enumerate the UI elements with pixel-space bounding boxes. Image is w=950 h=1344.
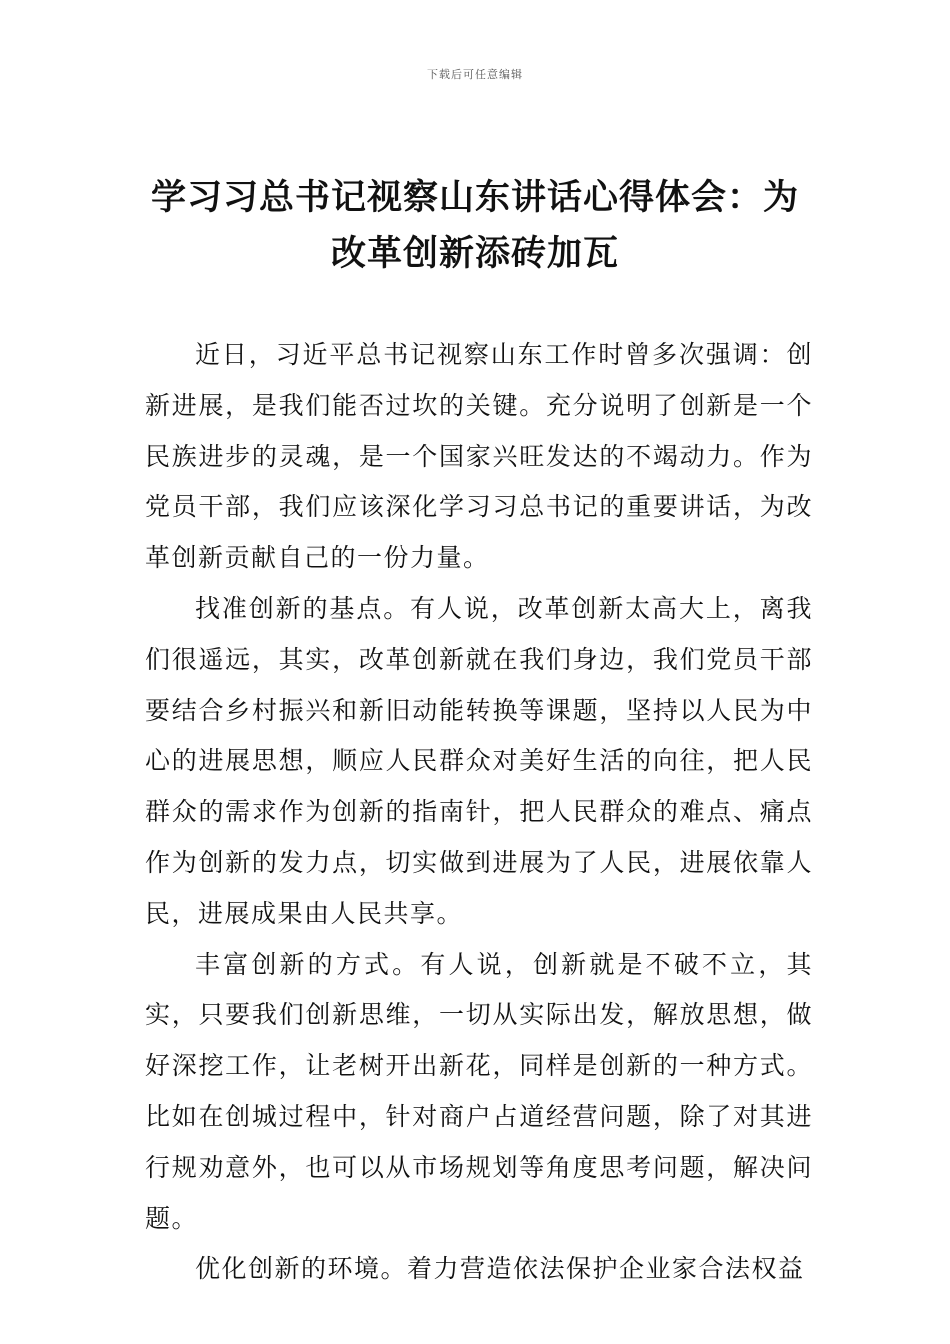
document-title [120, 170, 830, 282]
document-title-line-2: 改革创新添砖加瓦 [330, 234, 619, 274]
paragraph-innovation-basis: 找准创新的基点。有人说，改革创新太高大上，离我们很遥远，其实，改革创新就在我们身边，我们党员干部要结合乡村振兴和新旧动能转换等课题，坚持以人民为中心的进展思想，顺应人民群众对美好生活的向往，把人民群众的需求作为创新的指南针，把人民群众的难点、痛点作为创新的发力点，切实做到进展为了人民，进展依靠人民，进展成果由人民共享。 [145, 593, 813, 928]
page-header-note: 下载后可任意编辑 [427, 68, 523, 81]
paragraph-innovation-environment: 优化创新的环境。着力营造依法保护企业家合法权益 [195, 1254, 805, 1284]
paragraph-innovation-methods: 丰富创新的方式。有人说，创新就是不破不立，其实，只要我们创新思维，一切从实际出发，解放思想，做好深挖工作，让老树开出新花，同样是创新的一种方式。比如在创城过程中，针对商户占道经营问题，除了对其进行规劝意外，也可以从市场规划等角度思考问题，解决问题。 [145, 949, 813, 1233]
paragraph-intro: 近日，习近平总书记视察山东工作时曾多次强调：创新进展，是我们能否过坎的关键。充分说明了创新是一个民族进步的灵魂，是一个国家兴旺发达的不竭动力。作为党员干部，我们应该深化学习习总书记的重要讲话，为改革创新贡献自己的一份力量。 [145, 340, 813, 573]
document-title-line-1: 学习习总书记视察山东讲话心得体会：为 [150, 178, 799, 218]
document-body [145, 330, 813, 1295]
